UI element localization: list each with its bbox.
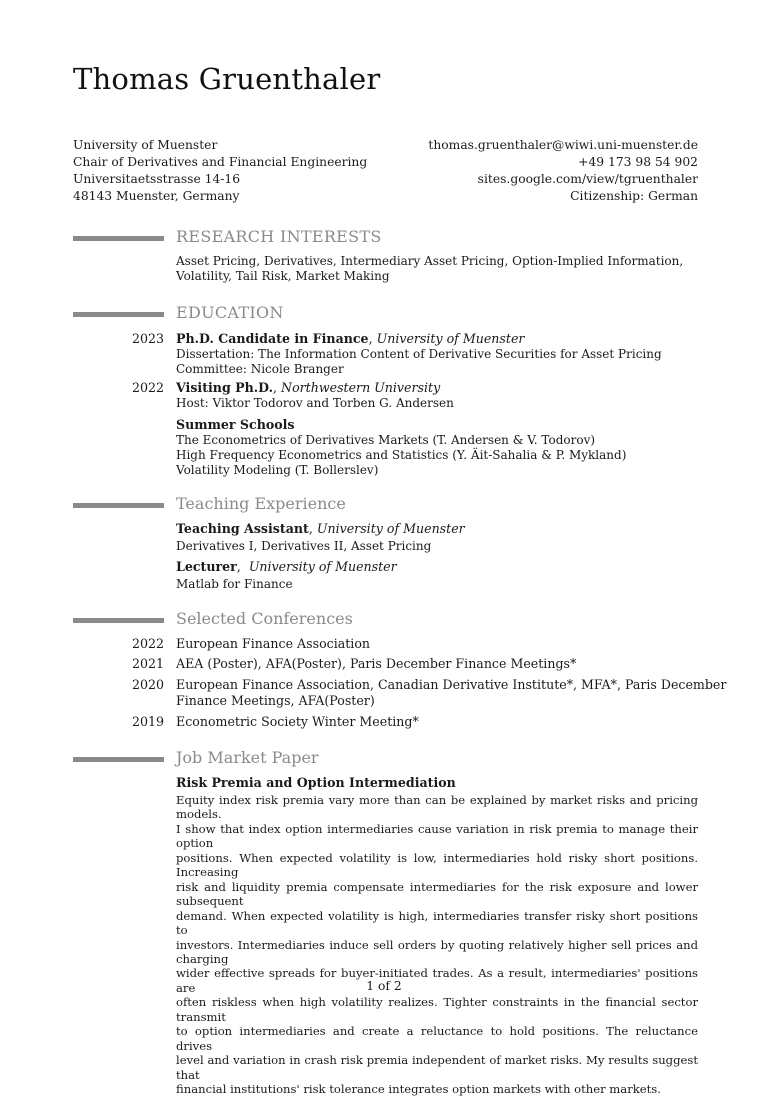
conference-text: Finance Meetings, AFA(Poster): [176, 693, 375, 708]
conference-text: European Finance Association: [176, 636, 371, 651]
separator: ,: [308, 521, 317, 536]
research-line: Volatility, Tail Risk, Market Making: [176, 269, 390, 283]
teaching-entry: [176, 559, 698, 592]
research-interests-text: [176, 254, 698, 284]
teaching-detail: Matlab for Finance: [176, 577, 293, 591]
jmp-abstract: [176, 793, 698, 1097]
separator: ,: [273, 380, 282, 395]
institution: University of Muenster: [316, 521, 465, 536]
email-link[interactable]: thomas.gruenthaler@wiwi.uni-muenster.de: [428, 138, 698, 152]
website-link[interactable]: sites.google.com/view/tgruenthaler: [477, 172, 698, 186]
abstract-line: demand. When expected volatility is high, intermediaries transfer risky short positions to: [176, 908, 698, 938]
paper-title: Risk Premia and Option Intermediation: [176, 775, 456, 790]
education-year: 2023: [131, 331, 164, 346]
teaching-role: Lecturer: [176, 559, 237, 574]
education-entry: [176, 331, 698, 377]
institution: University of Muenster: [248, 559, 397, 574]
section-rule: [73, 312, 164, 317]
abstract-line: financial institutions' risk tolerance integrates option markets with other markets.: [176, 1082, 661, 1097]
research-line: Asset Pricing, Derivatives, Intermediary Asset Pricing, Option-Implied Information,: [176, 254, 684, 268]
contact-details-block: [428, 137, 698, 205]
cv-name: Thomas Gruenthaler: [73, 62, 381, 96]
conference-text: Econometric Society Winter Meeting*: [176, 714, 419, 729]
section-title-conferences: Selected Conferences: [176, 609, 353, 628]
teaching-entry-head: [176, 521, 698, 537]
education-entry-head: [176, 331, 698, 347]
degree: Visiting Ph.D.: [176, 380, 274, 395]
section-title-jmp: Job Market Paper: [176, 748, 319, 767]
address-city: 48143 Muenster, Germany: [73, 189, 240, 203]
summer-school-item: The Econometrics of Derivatives Markets (T. Andersen & V. Todorov): [176, 433, 596, 447]
phone-number: +49 173 98 54 902: [578, 155, 698, 169]
teaching-role: Teaching Assistant: [176, 521, 309, 536]
conference-year: 2021: [131, 656, 164, 671]
summer-school-item: High Frequency Econometrics and Statistics (Y. Äit-Sahalia & P. Mykland): [176, 448, 627, 462]
separator: ,: [236, 559, 249, 574]
conference-year: 2020: [131, 677, 164, 692]
page-number: 1 of 2: [366, 979, 402, 993]
conference-text: European Finance Association, Canadian Derivative Institute*, MFA*, Paris December: [176, 677, 727, 692]
teaching-entry: [176, 521, 698, 554]
section-rule: [73, 618, 164, 623]
education-detail: Dissertation: The Information Content of Derivative Securities for Asset Pricing: [176, 347, 662, 361]
conference-entry: [176, 656, 698, 672]
conference-entry: [176, 677, 727, 709]
summer-schools: [176, 417, 698, 478]
abstract-line: positions. When expected volatility is low, intermediaries hold risky short positions. Increasing: [176, 850, 698, 880]
summer-schools-heading: Summer Schools: [176, 417, 295, 432]
conference-year: 2022: [131, 636, 164, 651]
abstract-line: to option intermediaries and create a reluctance to hold positions. The reluctance drives: [176, 1024, 698, 1053]
education-year: 2022: [131, 380, 164, 395]
conference-entry: [176, 636, 698, 652]
abstract-line: Equity index risk premia vary more than can be explained by market risks and pricing models.: [176, 793, 698, 822]
degree: Ph.D. Candidate in Finance: [176, 331, 369, 346]
abstract-line: risk and liquidity premia compensate intermediaries for the risk exposure and lower subsequent: [176, 879, 698, 909]
citizenship: Citizenship: German: [570, 189, 698, 203]
conference-text: AEA (Poster), AFA(Poster), Paris December Finance Meetings*: [176, 656, 577, 671]
section-rule: [73, 236, 164, 241]
institution: University of Muenster: [376, 331, 525, 346]
abstract-line: level and variation in crash risk premia independent of market risks. My results suggest that: [176, 1053, 698, 1082]
affiliation-chair: Chair of Derivatives and Financial Engineering: [73, 155, 368, 169]
abstract-line: I show that index option intermediaries cause variation in risk premia to manage their option: [176, 821, 698, 851]
education-detail: Committee: Nicole Branger: [176, 362, 344, 376]
summer-school-item: Volatility Modeling (T. Bollerslev): [176, 463, 379, 477]
teaching-entry-head: [176, 559, 698, 575]
conference-entry: [176, 714, 698, 730]
section-title-teaching: Teaching Experience: [176, 494, 346, 513]
address-street: Universitaetsstrasse 14-16: [73, 172, 241, 186]
section-rule: [73, 757, 164, 762]
education-detail: Host: Viktor Todorov and Torben G. Andersen: [176, 396, 454, 410]
separator: ,: [368, 331, 377, 346]
conference-year: 2019: [131, 714, 164, 729]
education-entry: [176, 380, 698, 411]
abstract-line: investors. Intermediaries induce sell orders by quoting relatively higher sell prices and charging: [176, 937, 698, 966]
section-title-education: EDUCATION: [176, 303, 284, 322]
section-rule: [73, 503, 164, 508]
contact-address-block: [73, 137, 367, 205]
institution: Northwestern University: [281, 380, 441, 395]
education-entry-head: [176, 380, 698, 396]
teaching-detail: Derivatives I, Derivatives II, Asset Pricing: [176, 539, 432, 553]
abstract-line: wider effective spreads for buyer-initiated trades. As a result, intermediaries' positions are: [176, 966, 698, 995]
abstract-line: often riskless when high volatility realizes. Tighter constraints in the financial sector transmit: [176, 995, 698, 1024]
jmp-paper-title: [176, 775, 698, 791]
section-title-research: RESEARCH INTERESTS: [176, 227, 382, 246]
affiliation-university: University of Muenster: [73, 138, 218, 152]
